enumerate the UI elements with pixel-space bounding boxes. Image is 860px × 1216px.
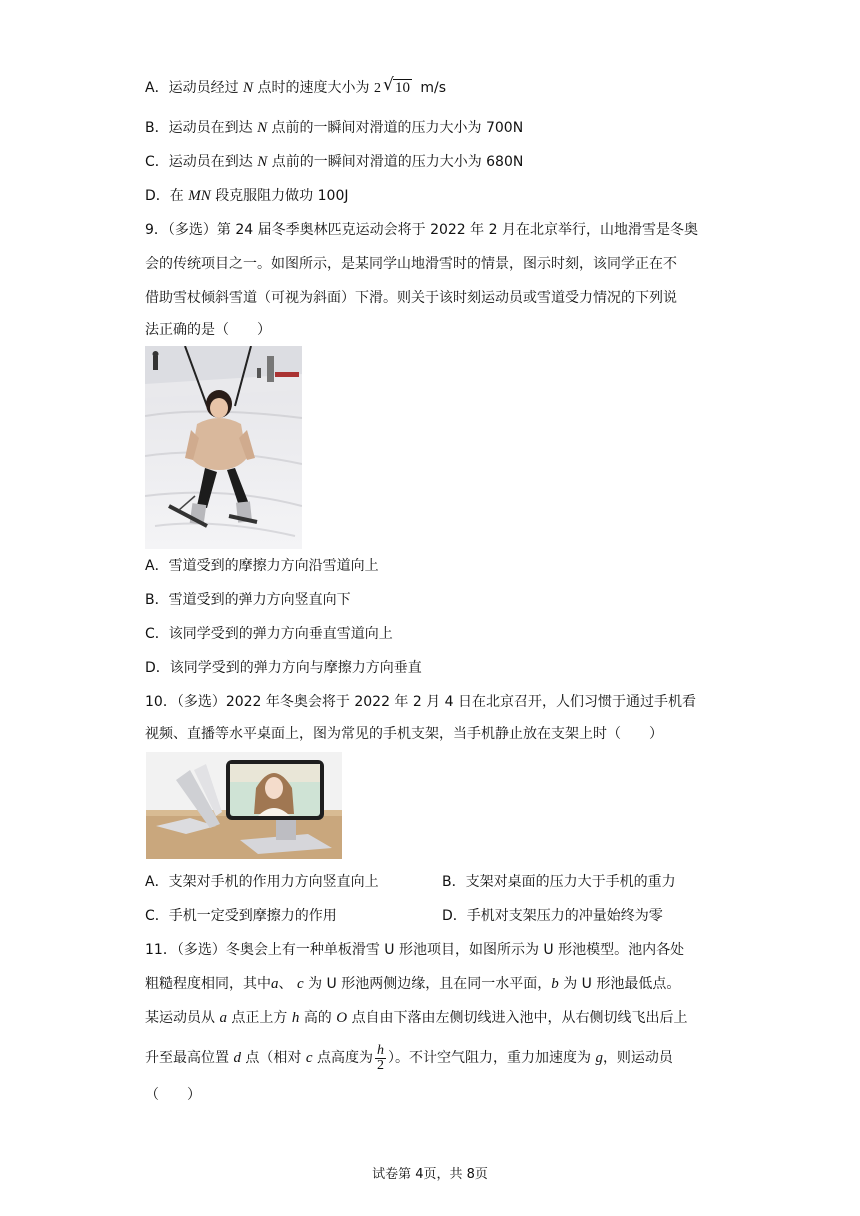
q9-option-c: C．该同学受到的弹力方向垂直雪道向上 (145, 626, 393, 642)
skier-photo (145, 346, 302, 549)
q11-var-g: g (595, 1050, 603, 1066)
q11-line3-text-d: 点自由下落由左侧切线进入池中，从右侧切线飞出后上 (351, 1010, 688, 1026)
q8-option-d-text: D．在 (145, 188, 184, 204)
q8-option-a-text: A．运动员经过 (145, 80, 239, 96)
q10-option-b: B．支架对桌面的压力大于手机的重力 (442, 874, 676, 890)
q11-line2-text-b: 、 (278, 976, 293, 992)
q10-option-a: A．支架对手机的作用力方向竖直向上 (145, 874, 379, 890)
q8-option-d-suffix: 段克服阻力做功 100J (215, 188, 349, 204)
q11-var-o: O (336, 1010, 348, 1026)
q9-stem-line1: 9．（多选）第 24 届冬季奥林匹克运动会将于 2022 年 2 月在北京举行，山地滑雪是冬奥 (145, 222, 698, 238)
q11-line4-text-d: ）。不计空气阻力，重力加速度为 (387, 1050, 591, 1066)
q8-option-a (145, 75, 447, 99)
q8-option-b-suffix: 点前的一瞬间对滑道的压力大小为 700N (271, 120, 524, 136)
q10-option-c: C．手机一定受到摩擦力的作用 (145, 908, 337, 924)
skier-illustration (145, 346, 302, 549)
q11-var-c-2: c (305, 1050, 313, 1066)
q11-line4-text-e: ，则运动员 (602, 1050, 673, 1066)
q11-stem-line4 (145, 1040, 673, 1076)
fraction-denominator: 2 (376, 1057, 384, 1073)
q9-option-a: A．雪道受到的摩擦力方向沿雪道向上 (145, 558, 379, 574)
q11-var-d: d (233, 1050, 241, 1066)
q9-option-d: D．该同学受到的弹力方向与摩擦力方向垂直 (145, 660, 422, 676)
q8-option-a-radicand: 10 (394, 80, 410, 96)
q8-option-d (145, 186, 349, 206)
q11-line4-text-c: 点高度为 (316, 1050, 373, 1066)
q11-line2-text-a: 粗糙程度相同，其中 (145, 976, 271, 992)
q8-option-b (145, 118, 523, 138)
q9-stem-line4: 法正确的是（ ） (145, 322, 271, 338)
q8-option-c-text: C．运动员在到达 (145, 154, 253, 170)
q9-stem-line2: 会的传统项目之一。如图所示，是某同学山地滑雪时的情景，图示时刻，该同学正在不 (145, 256, 677, 272)
q11-line4-text-b: 点（相对 (245, 1050, 302, 1066)
q8-option-a-coef: 2 (373, 81, 381, 96)
q8-option-c (145, 152, 523, 172)
q11-var-a-2: a (219, 1010, 227, 1026)
q8-option-a-var: N (243, 80, 254, 96)
phone-stand-illustration (146, 752, 342, 859)
q10-stem-line1: 10．（多选）2022 年冬奥会将于 2022 年 2 月 4 日在北京召开，人们习惯于通过手机看 (145, 694, 697, 710)
q8-option-a-mid: 点时的速度大小为 (257, 80, 370, 96)
q8-option-a-unit: m/s (420, 80, 447, 96)
q10-stem-line2: 视频、直播等水平桌面上，图为常见的手机支架，当手机静止放在支架上时（ ） (145, 726, 663, 742)
q11-stem-line2 (145, 974, 680, 994)
q11-line3-text-b: 点正上方 (231, 1010, 288, 1026)
q11-line3-text-a: 某运动员从 (145, 1010, 215, 1026)
q11-var-a: a (271, 976, 279, 992)
q11-var-c: c (296, 976, 304, 992)
q9-stem-line3: 借助雪杖倾斜雪道（可视为斜面）下滑。则关于该时刻运动员或雪道受力情况的下列说 (145, 290, 677, 306)
q8-option-b-text: B．运动员在到达 (145, 120, 253, 136)
h-over-2-fraction (375, 1044, 386, 1073)
q8-option-b-var: N (257, 120, 268, 136)
q11-line3-text-c: 高的 (303, 1010, 332, 1026)
q11-var-b: b (551, 976, 559, 992)
q11-line2-text-c: 为 U 形池两侧边缘，且在同一水平面， (308, 976, 552, 992)
q10-option-d: D．手机对支架压力的冲量始终为零 (442, 908, 663, 924)
sqrt-symbol: √ 10 (382, 75, 410, 96)
q11-stem-line1: 11．（多选）冬奥会上有一种单板滑雪 U 形池项目，如图所示为 U 形池模型。池内各处 (145, 942, 685, 958)
q11-var-h: h (291, 1010, 300, 1026)
q8-option-c-suffix: 点前的一瞬间对滑道的压力大小为 680N (271, 154, 524, 170)
q9-option-b: B．雪道受到的弹力方向竖直向下 (145, 592, 351, 608)
q11-stem-line3 (145, 1008, 688, 1028)
q8-option-d-var: MN (188, 188, 211, 204)
q11-line4-text-a: 升至最高位置 (145, 1050, 229, 1066)
q11-stem-line5: （ ） (145, 1087, 201, 1103)
phone-stand-photo (146, 752, 342, 859)
page-footer: 试卷第 4页，共 8页 (372, 1167, 488, 1182)
q11-line2-text-d: 为 U 形池最低点。 (563, 976, 681, 992)
q8-option-c-var: N (257, 154, 268, 170)
fraction-numerator: h (376, 1042, 384, 1058)
